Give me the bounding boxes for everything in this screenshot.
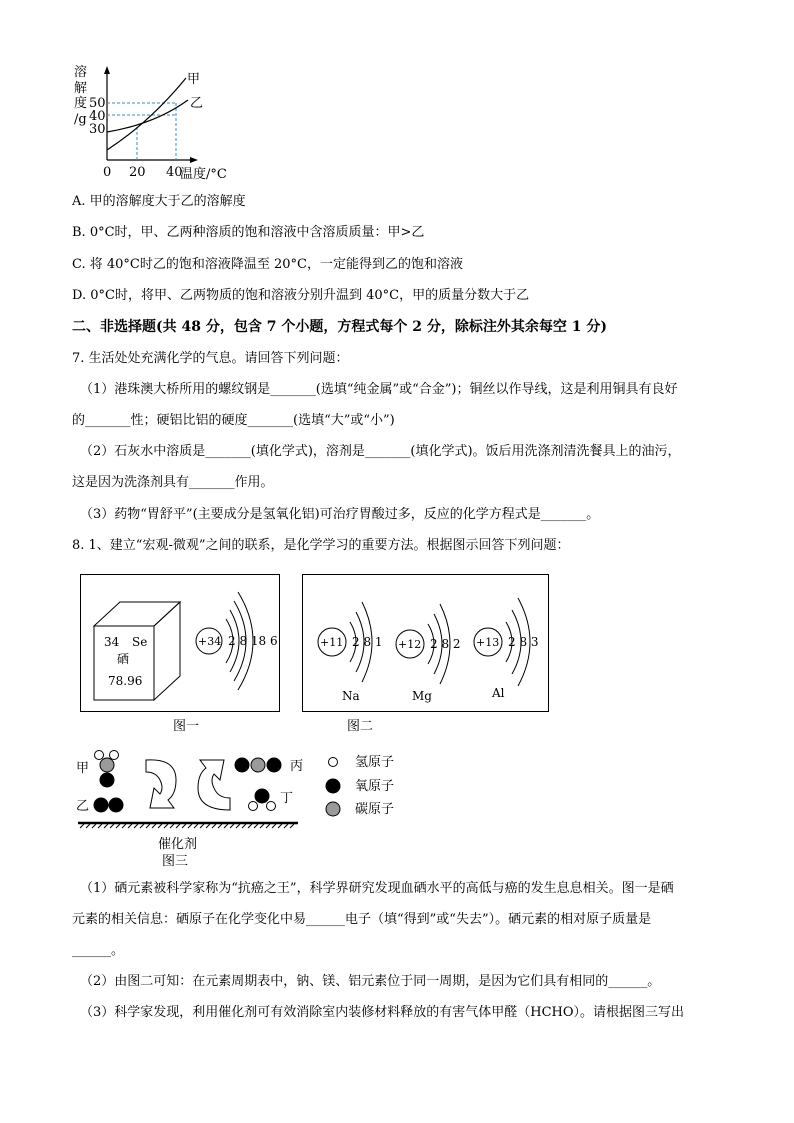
curve-jia — [107, 78, 186, 150]
figure-1 — [80, 574, 280, 714]
option-c: C. 将 40°C时乙的饱和溶液降温至 20°C，一定能得到乙的饱和溶液 — [72, 257, 463, 272]
yi-o-atom-1 — [94, 798, 109, 813]
legend-h-icon — [329, 758, 338, 767]
q8-part3: （3）科学家发现，利用催化剂可有效消除室内装修材料释放的有害气体甲醛（HCHO）。请根据图三写出 — [80, 1005, 685, 1020]
legend-o-label: 氧原子 — [355, 779, 395, 794]
figure-3 — [72, 744, 412, 868]
curve-yi-label: 乙 — [190, 96, 204, 111]
al-label: Al — [492, 686, 505, 700]
al-nucleus-charge: +13 — [476, 636, 500, 649]
solubility-graph — [60, 60, 250, 186]
q7-part2-line1: （2）石灰水中溶质是_______(填化学式)，溶剂是_______(填化学式)。饭后用洗涤剂清洗餐具上的油污， — [80, 444, 681, 459]
legend-c-label: 碳原子 — [355, 802, 395, 817]
x-tick-40: 40 — [166, 165, 183, 180]
na-shell-electrons: 2 8 1 — [352, 635, 383, 649]
arrow-in — [146, 760, 176, 808]
label-yi: 乙 — [76, 799, 90, 814]
ding-o-atom — [255, 789, 270, 804]
q7-part1-line2: 的_______性；硬铝比铝的硬度_______(选填“大”或“小”) — [72, 413, 395, 428]
figure-2 — [302, 574, 550, 714]
curve-jia-label: 甲 — [187, 72, 201, 87]
jia-c-atom — [100, 758, 114, 772]
q7-part1-line1: （1）港珠澳大桥所用的螺纹钢是_______(选填“纯金属”或“合金”)；铜丝以作导线，这是利用铜具有良好 — [80, 382, 678, 397]
jia-h-atom-2 — [110, 751, 119, 760]
element-symbol: Se — [132, 635, 148, 649]
option-a: A. 甲的溶解度大于乙的溶解度 — [72, 194, 246, 209]
q8-part1-line1: （1）硒元素被科学家称为“抗癌之王”，科学界研究发现血硒水平的高低与癌的发生息息相关。图一是硒 — [80, 881, 674, 896]
y-tick-50: 50 — [89, 96, 106, 111]
bing-o-atom-1 — [235, 758, 250, 773]
catalyst-hatch — [80, 824, 294, 828]
arrow-out — [198, 760, 230, 810]
mg-shell-electrons: 2 8 2 — [430, 637, 461, 651]
element-name: 硒 — [117, 652, 130, 666]
label-ding: 丁 — [280, 791, 294, 806]
al-shell-electrons: 2 8 3 — [508, 635, 539, 649]
label-bing: 丙 — [290, 759, 304, 774]
q8-stem: 8. 1、建立“宏观-微观”之间的联系，是化学学习的重要方法。根据图示回答下列问题： — [72, 538, 570, 553]
x-axis-label: 温度/°C — [180, 167, 227, 182]
jia-o-atom — [100, 773, 115, 788]
bing-c-atom — [251, 758, 265, 772]
jia-h-atom-1 — [95, 751, 104, 760]
se-shell-electrons: 2 8 18 6 — [228, 634, 278, 648]
option-d: D. 0°C时，将甲、乙两物质的饱和溶液分别升温到 40°C，甲的质量分数大于乙 — [72, 288, 530, 303]
y-axis-label-3: 度 — [74, 96, 88, 111]
q7-stem: 7. 生活处处充满化学的气息。请回答下列问题： — [72, 351, 349, 366]
se-nucleus-charge: +34 — [198, 635, 222, 648]
na-nucleus-charge: +11 — [320, 636, 344, 649]
legend-h-label: 氢原子 — [355, 755, 395, 770]
q8-part1-line2: 元素的相关信息：硒原子在化学变化中易______电子（填“得到”或“失去”）。硒元素的相对原子质量是 — [72, 912, 652, 927]
yi-o-atom-2 — [109, 798, 124, 813]
y-axis-label-4: /g — [74, 112, 87, 127]
label-jia: 甲 — [76, 761, 90, 776]
figure-2-caption: 图二 — [347, 719, 374, 734]
option-b: B. 0°C时，甲、乙两种溶质的饱和溶液中含溶质质量：甲>乙 — [72, 225, 425, 240]
section-title: 二、非选择题(共 48 分，包含 7 个小题，方程式每个 2 分，除标注外其余每空 1 分) — [72, 319, 607, 335]
y-axis-label-2: 解 — [74, 81, 88, 96]
y-axis-label-1: 溶 — [74, 65, 88, 80]
q7-part2-line2: 这是因为洗涤剂具有_______作用。 — [72, 475, 274, 490]
q7-part3: （3）药物“胃舒平”(主要成分是氢氧化铝)可治疗胃酸过多，反应的化学方程式是_______。 — [80, 507, 600, 522]
q8-part2: （2）由图二可知：在元素周期表中，钠、镁、铝元素位于同一周期，是因为它们具有相同的______。 — [80, 974, 661, 989]
bing-o-atom-2 — [267, 758, 282, 773]
legend-c-icon — [326, 802, 340, 816]
mg-label: Mg — [412, 689, 432, 703]
y-tick-30: 30 — [89, 122, 106, 137]
element-number: 34 — [104, 635, 120, 649]
mg-nucleus-charge: +12 — [398, 638, 422, 651]
catalyst-label: 催化剂 — [158, 837, 198, 852]
cube-side — [154, 602, 180, 700]
y-tick-40: 40 — [89, 109, 106, 124]
x-axis-arrow — [190, 157, 198, 163]
q8-part1-line3: ______。 — [72, 943, 125, 958]
x-tick-0: 0 — [103, 165, 112, 180]
ding-h-atom-1 — [249, 802, 258, 811]
y-axis-arrow — [104, 66, 110, 74]
na-label: Na — [342, 689, 360, 703]
figure-3-caption: 图三 — [162, 854, 189, 868]
figure-1-caption: 图一 — [173, 719, 200, 734]
legend-o-icon — [326, 779, 341, 794]
ding-h-atom-2 — [267, 802, 276, 811]
element-mass: 78.96 — [108, 674, 143, 688]
x-tick-20: 20 — [129, 165, 146, 180]
